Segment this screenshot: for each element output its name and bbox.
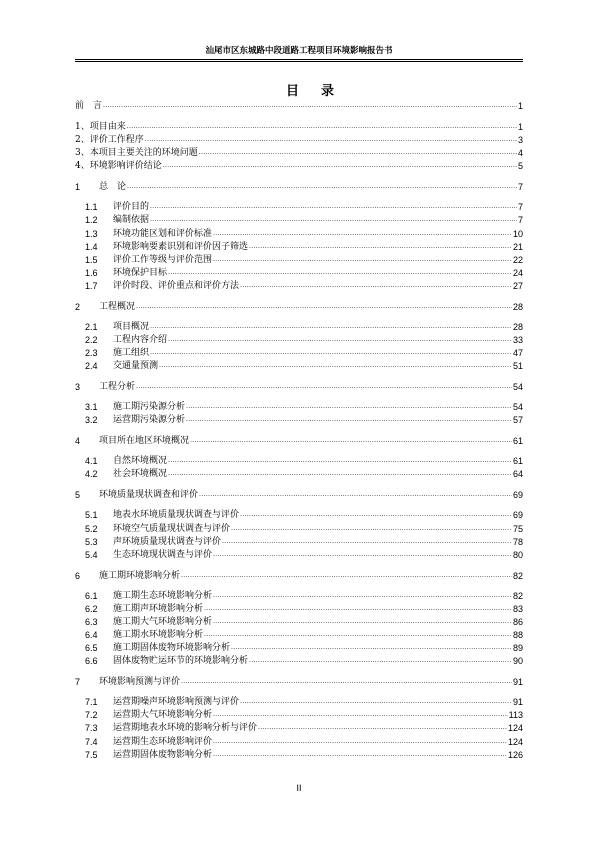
toc-entry[interactable] xyxy=(75,334,523,346)
toc-entry-page: 1 xyxy=(517,122,523,132)
toc-entry-title: 声环境质量现状调查与评价 xyxy=(113,536,222,547)
toc-entry-title: 评价工作等级与评价范围 xyxy=(113,254,213,265)
toc-entry-number: 7.1 xyxy=(85,697,98,708)
toc-entry-number: 1.7 xyxy=(85,280,98,291)
toc-entry-page: 61 xyxy=(512,436,523,447)
toc-entry-title: 运营期噪声环境影响预测与评价 xyxy=(113,697,240,708)
toc-entry-number: 2 xyxy=(75,301,81,312)
toc-entry-title: 3、本项目主要关注的环境问题 xyxy=(75,148,198,159)
toc-entry[interactable] xyxy=(75,590,523,602)
toc-leader-dots xyxy=(190,435,512,447)
toc-leader-dots xyxy=(258,722,507,734)
toc-entry-number: 3.1 xyxy=(85,402,98,413)
toc-entry-page: 47 xyxy=(512,348,523,359)
toc-entry-number: 4.2 xyxy=(85,469,98,480)
toc-entry-number: 1.6 xyxy=(85,267,98,278)
toc-entry-title: 环境空气质量现状调查与评价 xyxy=(113,523,231,534)
toc-entry-page: 75 xyxy=(512,523,523,534)
toc-leader-dots xyxy=(168,334,512,346)
toc-entry[interactable] xyxy=(75,121,523,133)
toc-entry-number: 7.2 xyxy=(85,710,98,721)
toc-leader-dots xyxy=(240,280,512,292)
toc-entry-number: 7.5 xyxy=(85,749,98,760)
toc-leader-dots xyxy=(150,347,512,359)
toc-entry-page: 91 xyxy=(512,697,523,708)
toc-entry-page: 54 xyxy=(512,382,523,393)
toc-leader-dots xyxy=(249,655,512,667)
toc-entry-number: 6 xyxy=(75,570,81,581)
toc-entry[interactable] xyxy=(75,254,523,266)
toc-leader-dots xyxy=(199,147,517,159)
toc-leader-dots xyxy=(127,121,517,133)
toc-entry-page: 51 xyxy=(512,361,523,372)
toc-entry-page: 27 xyxy=(512,280,523,291)
toc-entry[interactable] xyxy=(75,455,523,467)
toc-entry-title: 固体废物贮运环节的环境影响分析 xyxy=(113,656,249,667)
toc-leader-dots xyxy=(213,590,512,602)
toc-entry-number: 2.4 xyxy=(85,361,98,372)
toc-entry-title: 生态环境现状调查与评价 xyxy=(113,549,213,560)
toc-entry-number: 7 xyxy=(75,677,81,688)
toc-entry-title: 环境影响要素识别和评价因子筛选 xyxy=(113,241,249,252)
toc-leader-dots xyxy=(213,736,507,748)
toc-entry-title: 施工期污染源分析 xyxy=(113,402,186,413)
toc-leader-dots xyxy=(136,301,512,313)
toc-entry[interactable] xyxy=(75,523,523,535)
toc-entry-title: 施工组织 xyxy=(113,348,150,359)
toc-entry[interactable] xyxy=(75,280,523,292)
toc-entry[interactable] xyxy=(75,570,523,582)
toc-entry-page: 126 xyxy=(507,749,523,760)
toc-entry[interactable] xyxy=(75,616,523,628)
toc-entry-page: 82 xyxy=(512,590,523,601)
toc-entry-title: 评价目的 xyxy=(113,202,150,213)
toc-entry-page: 83 xyxy=(512,603,523,614)
toc-entry[interactable] xyxy=(75,603,523,615)
toc-leader-dots xyxy=(168,267,512,279)
toc-entry[interactable] xyxy=(75,181,523,193)
toc-entry-number: 6.4 xyxy=(85,630,98,640)
toc-entry-page: 113 xyxy=(508,710,523,721)
toc-entry-number: 1 xyxy=(75,182,81,193)
toc-entry-page: 22 xyxy=(512,254,523,265)
toc-entry-title: 运营期生态环境影响评价 xyxy=(113,736,213,747)
toc-entry-page: 24 xyxy=(512,267,523,278)
toc-entry[interactable] xyxy=(75,134,523,146)
running-header: 汕尾市区东城路中段道路工程项目环境影响报告书 xyxy=(205,46,393,56)
toc-entry-page: 7 xyxy=(517,202,523,213)
toc-entry[interactable] xyxy=(75,709,523,721)
toc-entry-number: 1.3 xyxy=(85,228,98,239)
page-title: 目录 xyxy=(285,84,356,99)
toc-entry-title: 施工期大气环境影响分析 xyxy=(113,616,213,627)
toc-leader-dots xyxy=(150,201,517,213)
toc-leader-dots xyxy=(181,676,512,688)
toc-leader-dots xyxy=(213,254,512,266)
toc-entry-title: 环境质量现状调查和评价 xyxy=(99,490,199,501)
toc-entry-title: 施工期声环境影响分析 xyxy=(113,603,204,614)
toc-entry[interactable] xyxy=(75,347,523,359)
toc-entry-number: 6.2 xyxy=(85,603,98,614)
toc-entry-page: 1 xyxy=(517,101,523,111)
toc-entry-page: 21 xyxy=(512,241,523,252)
toc-entry-title: 运营期污染源分析 xyxy=(113,415,186,426)
toc-entry[interactable] xyxy=(75,381,523,393)
toc-entry-number: 1.1 xyxy=(85,202,98,213)
toc-leader-dots xyxy=(127,181,517,193)
toc-entry-page: 7 xyxy=(517,215,523,226)
toc-entry-number: 5.4 xyxy=(85,549,98,560)
toc-entry[interactable] xyxy=(75,642,523,654)
toc-entry[interactable] xyxy=(75,722,523,734)
toc-entry[interactable] xyxy=(75,100,523,112)
toc-entry-title: 施工期环境影响分析 xyxy=(99,570,181,581)
toc-entry[interactable] xyxy=(75,267,523,279)
toc-entry-title: 自然环境概况 xyxy=(113,456,168,467)
toc-entry-number: 3.2 xyxy=(85,415,98,426)
toc-entry-page: 82 xyxy=(512,570,523,581)
toc-entry[interactable] xyxy=(75,160,523,172)
toc-entry[interactable] xyxy=(75,301,523,313)
toc-entry[interactable] xyxy=(75,401,523,413)
toc-leader-dots xyxy=(168,455,512,467)
toc-entry-page: 91 xyxy=(512,677,523,688)
toc-leader-dots xyxy=(213,549,512,561)
toc-entry-title: 编制依据 xyxy=(113,215,150,226)
toc-leader-dots xyxy=(213,749,507,761)
toc-entry[interactable] xyxy=(75,321,523,333)
toc-entry-number: 6.6 xyxy=(85,656,98,667)
toc-leader-dots xyxy=(240,696,512,708)
toc-entry-title: 交通量预测 xyxy=(113,361,159,372)
toc-entry-title: 总 论 xyxy=(99,182,127,193)
toc-entry-number: 7.4 xyxy=(85,736,98,747)
toc-entry[interactable] xyxy=(75,549,523,561)
toc-entry-title: 环境影响预测与评价 xyxy=(99,677,181,688)
toc-entry-number: 5 xyxy=(75,490,81,501)
toc-entry[interactable] xyxy=(75,536,523,548)
toc-entry-title: 运营期固体废物影响分析 xyxy=(113,749,213,760)
toc-entry[interactable] xyxy=(75,468,523,480)
header-divider xyxy=(75,59,523,62)
toc-entry-number: 7.3 xyxy=(85,723,98,734)
toc-entry[interactable] xyxy=(75,749,523,761)
toc-entry-page: 80 xyxy=(512,549,523,560)
toc-entry-title: 工程内容介绍 xyxy=(113,335,168,345)
toc-entry-page: 28 xyxy=(512,321,523,332)
toc-entry-title: 工程分析 xyxy=(99,382,136,393)
toc-entry[interactable] xyxy=(75,736,523,748)
toc-entry[interactable] xyxy=(75,228,523,240)
toc-entry-title: 前 言 xyxy=(75,101,103,111)
toc-entry-title: 地表水环境质量现状调查与评价 xyxy=(113,510,240,521)
toc-leader-dots xyxy=(240,509,512,521)
toc-leader-dots xyxy=(213,616,512,628)
toc-entry-title: 运营期地表水环境的影响分析与评价 xyxy=(113,723,258,734)
toc-entry-page: 64 xyxy=(512,469,523,480)
toc-entry-number: 5.1 xyxy=(85,510,98,521)
toc-entry-number: 4 xyxy=(75,436,81,447)
toc-entry-title: 社会环境概况 xyxy=(113,469,168,480)
toc-leader-dots xyxy=(213,709,508,721)
toc-entry[interactable] xyxy=(75,414,523,426)
toc-entry-page: 33 xyxy=(512,335,523,345)
toc-entry-title: 运营期大气环境影响分析 xyxy=(113,710,213,721)
toc-entry[interactable] xyxy=(75,655,523,667)
toc-leader-dots xyxy=(186,401,512,413)
toc-entry-title: 项目所在地区环境概况 xyxy=(99,436,190,447)
toc-entry-page: 89 xyxy=(512,643,523,654)
toc-entry-page: 3 xyxy=(517,135,523,146)
toc-entry-number: 6.3 xyxy=(85,616,98,627)
toc-entry-page: 86 xyxy=(512,616,523,627)
toc-leader-dots xyxy=(103,100,517,112)
toc-entry[interactable] xyxy=(75,676,523,688)
toc-leader-dots xyxy=(181,570,512,582)
toc-entry-number: 1.5 xyxy=(85,254,98,265)
toc-entry[interactable] xyxy=(75,489,523,501)
toc-entry[interactable] xyxy=(75,201,523,213)
toc-leader-dots xyxy=(136,381,512,393)
toc-entry-number: 2.3 xyxy=(85,348,98,359)
toc-entry-page: 10 xyxy=(512,228,523,239)
toc-entry[interactable] xyxy=(75,696,523,708)
toc-entry-number: 2.2 xyxy=(85,335,98,345)
toc-entry-page: 124 xyxy=(507,736,523,747)
toc-entry-number: 3 xyxy=(75,382,81,393)
toc-leader-dots xyxy=(204,603,512,615)
toc-leader-dots xyxy=(213,228,512,240)
toc-entry[interactable] xyxy=(75,360,523,372)
toc-leader-dots xyxy=(231,523,512,535)
toc-leader-dots xyxy=(222,536,512,548)
toc-leader-dots xyxy=(168,468,512,480)
toc-entry-title: 施工期固体废物环境影响分析 xyxy=(113,643,231,654)
toc-entry-number: 5.3 xyxy=(85,536,98,547)
toc-leader-dots xyxy=(145,134,517,146)
toc-entry-title: 环境保护目标 xyxy=(113,267,168,278)
toc-entry-title: 工程概况 xyxy=(99,301,136,312)
toc-entry-page: 57 xyxy=(512,415,523,426)
toc-entry[interactable] xyxy=(75,509,523,521)
toc-entry-number: 5.2 xyxy=(85,523,98,534)
toc-entry-title: 项目概况 xyxy=(113,321,150,332)
toc-entry-number: 2.1 xyxy=(85,321,98,332)
toc-entry-title: 评价时段、评价重点和评价方法 xyxy=(113,280,240,291)
toc-entry-title: 4、环境影响评价结论 xyxy=(75,161,162,172)
toc-entry[interactable] xyxy=(75,629,523,641)
toc-entry-page: 124 xyxy=(507,723,523,734)
toc-entry-number: 6.1 xyxy=(85,590,98,601)
toc-entry-title: 1、项目由来 xyxy=(75,122,126,132)
toc-entry[interactable] xyxy=(75,147,523,159)
toc-entry-page: 4 xyxy=(517,148,523,159)
toc-entry-page: 28 xyxy=(512,301,523,312)
toc-entry-page: 69 xyxy=(512,510,523,521)
toc-leader-dots xyxy=(150,321,512,333)
toc-entry-page: 69 xyxy=(512,490,523,501)
toc-entry-title: 施工期生态环境影响分析 xyxy=(113,590,213,601)
toc-entry-title: 施工期水环境影响分析 xyxy=(113,630,204,640)
toc-entry-number: 6.5 xyxy=(85,643,98,654)
toc-leader-dots xyxy=(204,629,512,641)
toc-entry-page: 78 xyxy=(512,536,523,547)
toc-leader-dots xyxy=(186,414,512,426)
toc-leader-dots xyxy=(249,241,512,253)
toc-entry-number: 1.4 xyxy=(85,241,98,252)
toc-entry-title: 环境功能区划和评价标准 xyxy=(113,228,213,239)
toc-leader-dots xyxy=(150,214,517,226)
toc-entry-number: 4.1 xyxy=(85,456,98,467)
toc-leader-dots xyxy=(163,160,517,172)
toc-entry-title: 2、评价工作程序 xyxy=(75,135,144,146)
toc-leader-dots xyxy=(159,360,512,372)
page-number: II xyxy=(296,783,302,793)
toc-entry-page: 5 xyxy=(517,161,523,172)
toc-entry-page: 61 xyxy=(512,456,523,467)
toc-entry-page: 54 xyxy=(512,402,523,413)
toc-entry-page: 7 xyxy=(517,182,523,193)
toc-entry-page: 90 xyxy=(512,656,523,667)
toc-leader-dots xyxy=(199,489,512,501)
toc-entry[interactable] xyxy=(75,241,523,253)
toc-entry-page: 88 xyxy=(512,630,523,640)
toc-entry-number: 1.2 xyxy=(85,215,98,226)
toc-entry[interactable] xyxy=(75,214,523,226)
toc-leader-dots xyxy=(231,642,512,654)
toc-entry[interactable] xyxy=(75,435,523,447)
